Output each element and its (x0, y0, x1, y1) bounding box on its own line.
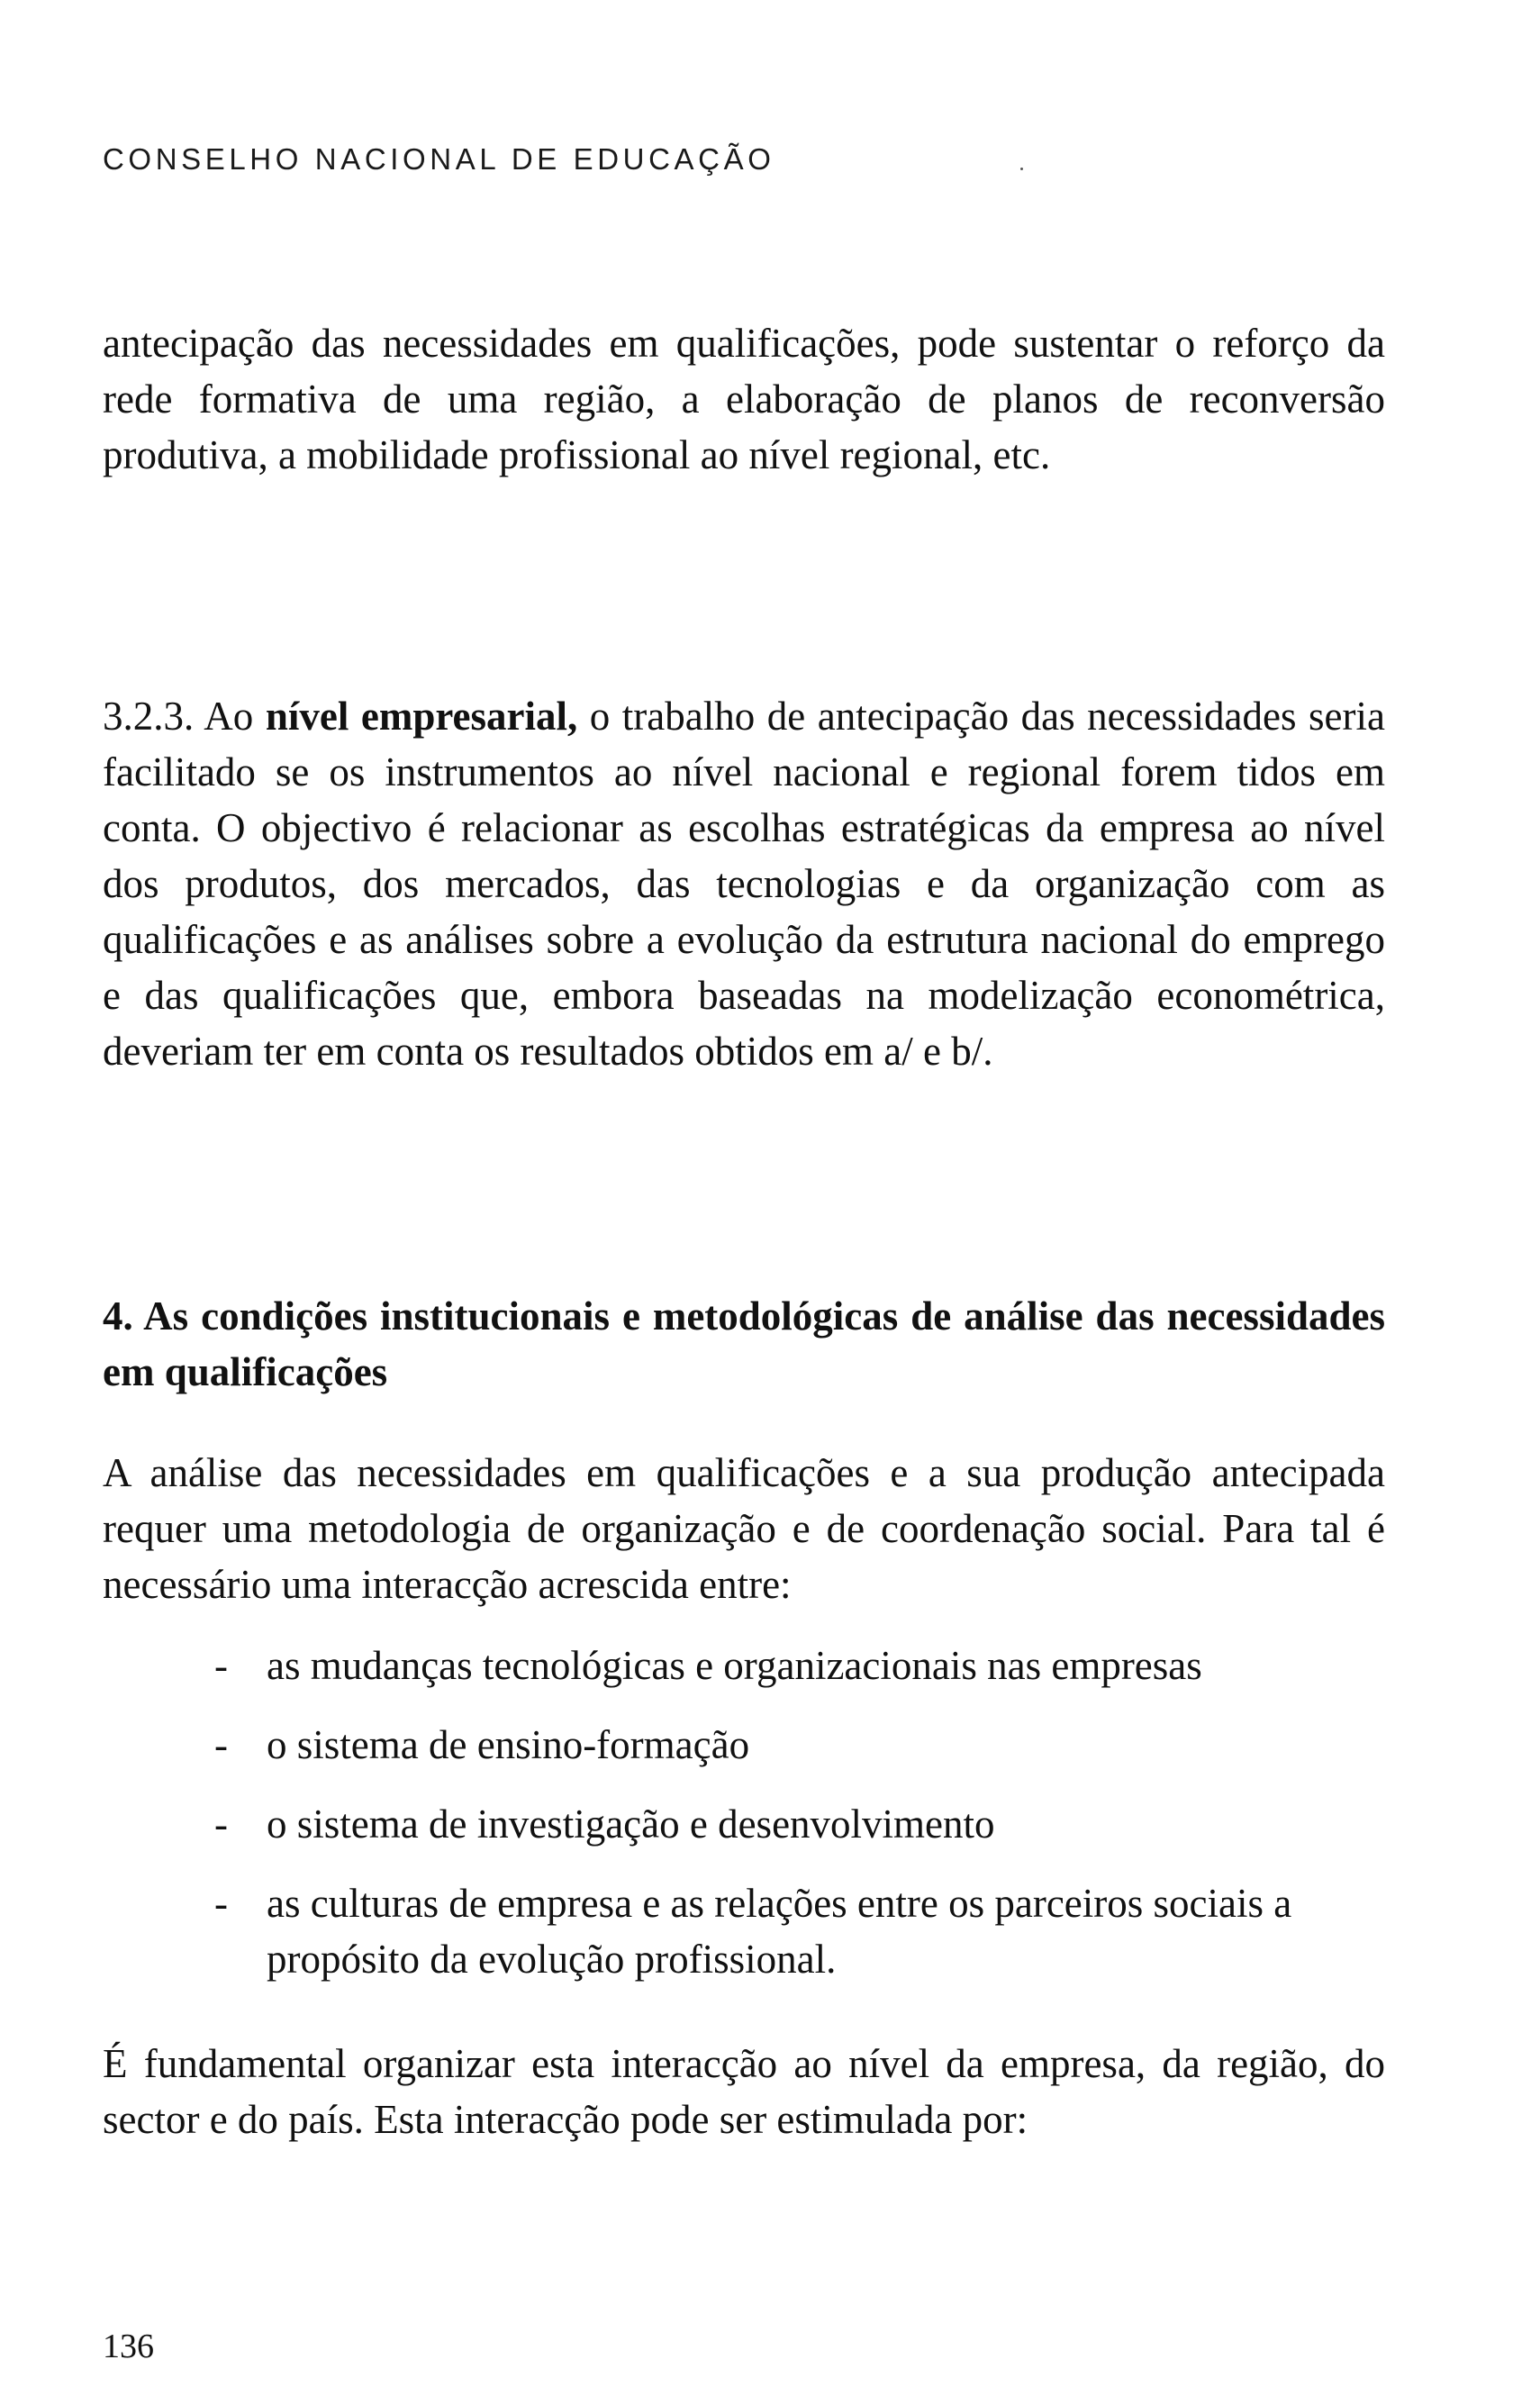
list-item (204, 1796, 1385, 1852)
dash-bullet: - (214, 1881, 228, 1926)
paragraph-closing: É fundamental organizar esta interacção ao nível da empresa, da região, do sector e do país. Esta interacção pode ser estimulada por: (103, 2041, 1385, 2142)
section-heading: 4. As condições institucionais e metodológicas de análise das necessidades em qualificações (103, 1293, 1385, 1394)
running-header: CONSELHO NACIONAL DE EDUCAÇÃO (103, 142, 775, 176)
paragraph-intro: A análise das necessidades em qualificações e a sua produção antecipada requer uma metodologia de organização e de coordenação social. Para tal é necessário uma interacção acrescida entre: (103, 1450, 1385, 1607)
paragraph-body: o trabalho de antecipação das necessidades seria facilitado se os instrumentos ao nível nacional e regional forem tidos em conta. O objectivo é relacionar as escolhas estratégicas da empresa ao nível dos produtos, dos mercados, das tecnologias e da organização com as qualificações e as análises sobre a evolução da estrutura nacional do emprego e das qualificações que, embora baseadas na modelização econométrica, deveriam ter em conta os resultados obtidos em a/ e b/. (103, 694, 1385, 1074)
list-item (204, 1875, 1385, 1987)
bullet-list (204, 1638, 1385, 2010)
page-number: 136 (103, 2328, 154, 2365)
section-number: 3.2.3. (103, 694, 195, 739)
dash-bullet: - (214, 1722, 228, 1767)
scan-artifact-dot (1020, 168, 1023, 170)
dash-bullet: - (214, 1801, 228, 1847)
list-item-text: as culturas de empresa e as relações entre os parceiros sociais a propósito da evolução profissional. (267, 1881, 1292, 1982)
list-item-text: as mudanças tecnológicas e organizacionais nas empresas (267, 1643, 1202, 1688)
list-item-text: o sistema de investigação e desenvolvimento (267, 1801, 995, 1847)
paragraph-continuation: antecipação das necessidades em qualificações, pode sustentar o reforço da rede formativa de uma região, a elaboração de planos de reconversão produtiva, a mobilidade profissional ao nível regional, etc. (103, 321, 1385, 477)
paragraph-lead: Ao (204, 694, 254, 739)
paragraph-3-2-3 (103, 688, 1385, 1079)
dash-bullet: - (214, 1643, 228, 1688)
list-item (204, 1638, 1385, 1693)
bold-term: nível empresarial, (265, 694, 578, 739)
list-item-text: o sistema de ensino-formação (267, 1722, 750, 1767)
list-item (204, 1717, 1385, 1773)
